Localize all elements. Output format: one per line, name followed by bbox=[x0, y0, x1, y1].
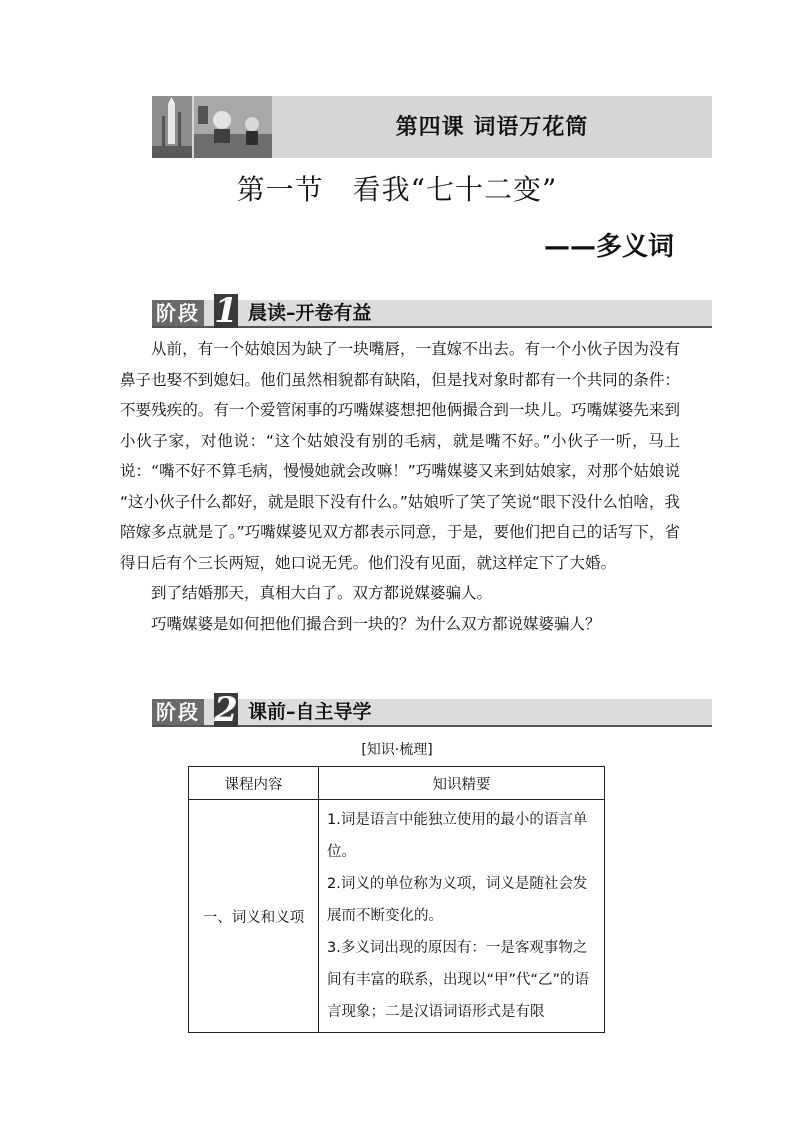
stage-label: 晨读–开卷有益 bbox=[248, 302, 372, 324]
story-paragraph: 到了结婚那天，真相大白了。双方都说媒婆骗人。 bbox=[151, 584, 493, 602]
stage-tag: 阶段 bbox=[152, 300, 204, 326]
knowledge-point: 1.词是语言中能独立使用的最小的语言单位。 bbox=[327, 812, 588, 860]
stage-number: 1 bbox=[214, 291, 238, 331]
column-header: 知识精要 bbox=[319, 767, 605, 800]
knowledge-point: 2.词义的单位称为义项，词义是随社会发展而不断变化的。 bbox=[327, 876, 588, 924]
lesson-title: 第四课 词语万花筒 bbox=[395, 115, 589, 140]
stage-number: 2 bbox=[214, 690, 238, 730]
stage-tag: 阶段 bbox=[152, 699, 204, 725]
knowledge-table bbox=[188, 766, 605, 1033]
knowledge-point: 3.多义词出现的原因有：一是客观事物之间有丰富的联系，出现以“甲”代“乙”的语言现象；二是汉语词语形式是有限 bbox=[327, 940, 590, 1020]
section-title: 第一节 看我“七十二变” bbox=[236, 173, 558, 206]
points-cell bbox=[319, 800, 605, 1033]
morning-reading-story bbox=[120, 334, 680, 639]
lesson-banner bbox=[152, 96, 712, 158]
story-question: 巧嘴媒婆是如何把他们撮合到一块的？为什么双方都说媒婆骗人？ bbox=[151, 614, 601, 633]
table-row bbox=[189, 800, 605, 1033]
topic-cell: 一、词义和义项 bbox=[189, 800, 319, 1033]
table-caption: [知识·梳理] bbox=[361, 742, 433, 758]
section-subtitle: ——多义词 bbox=[543, 232, 674, 262]
story-paragraph: 从前，有一个姑娘因为缺了一块嘴唇，一直嫁不出去。有一个小伙子因为没有鼻子也娶不到媳妇。他们虽然相貌都有缺陷，但是找对象时都有一个共同的条件：不要残疾的。有一个爱管闲事的巧嘴媒婆想把他俩撮合到一块儿。巧嘴媒婆先来到小伙子家，对他说：“这个姑娘没有别的毛病，就是嘴不好。”小伙子一听，马上说：“嘴不好不算毛病，慢慢她就会改嘛！”巧嘴媒婆又来到姑娘家，对那个姑娘说 “这小伙子什么都好，就是眼下没有什么。”姑娘听了笑了笑说“眼下没什么怕啥，我陪嫁多点就是了。”巧嘴媒婆见双方都表示同意，于是，要他们把自己的话写下，省得日后有个三长两短，她口说无凭。他们没有见面，就这样定下了大婚。 bbox=[120, 340, 680, 572]
stage-1-header bbox=[152, 291, 712, 331]
column-header: 课程内容 bbox=[189, 767, 319, 800]
stage-2-header bbox=[152, 690, 712, 730]
table-header-row bbox=[189, 767, 605, 800]
stage-label: 课前–自主导学 bbox=[248, 701, 372, 723]
